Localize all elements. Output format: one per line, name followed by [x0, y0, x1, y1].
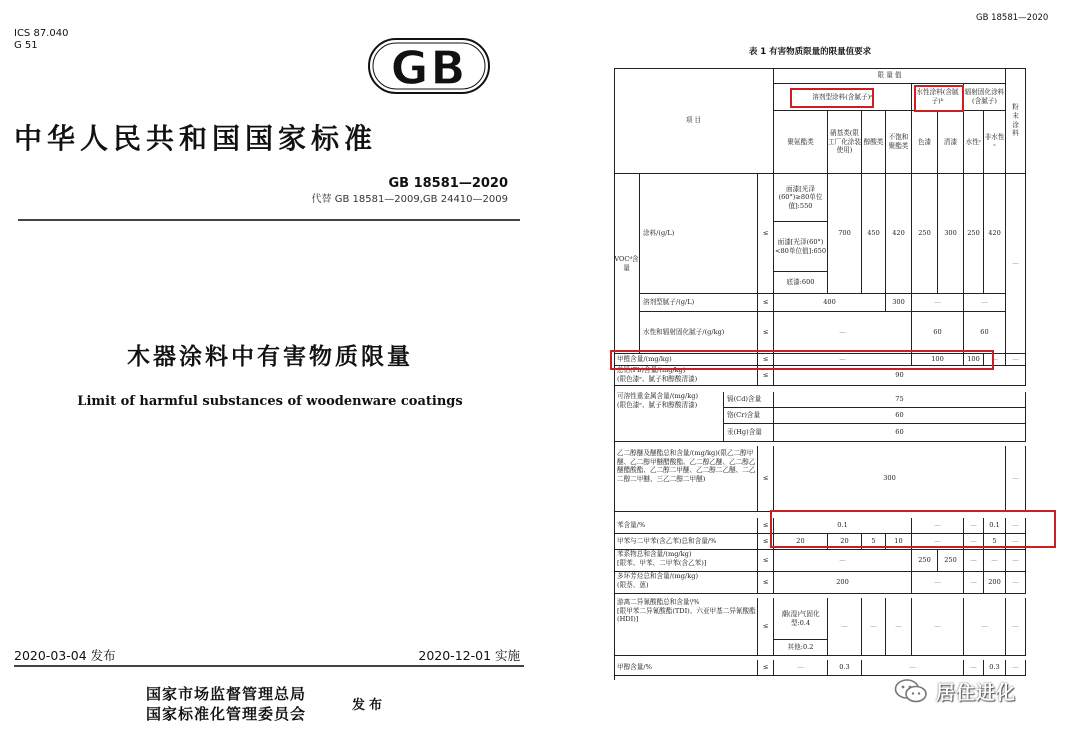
- gb-logo-text: GB: [390, 41, 468, 95]
- lte-symbol: ≤: [758, 572, 774, 594]
- benzenes-label: [614, 550, 758, 572]
- formaldehyde-label: 甲醛含量/(mg/kg): [614, 354, 758, 366]
- national-standard-title: 中华人民共和国国家标准: [14, 122, 378, 155]
- benzene-powder: —: [1006, 518, 1026, 534]
- cr-label: 铬(Cr)含量: [724, 408, 774, 424]
- heavy-metal-line2: (限色漆ᵉ、腻子和醇酸清漆): [617, 400, 698, 409]
- solvent-putty-label: 溶剂型腻子/(g/L): [640, 294, 758, 312]
- voc-acid: 450: [862, 174, 886, 294]
- cr-val: 60: [774, 408, 1026, 424]
- formaldehyde-solvent: —: [774, 354, 912, 366]
- pah-water: —: [912, 572, 964, 594]
- benzene-label: 苯含量/%: [614, 518, 758, 534]
- pah-rad-water: —: [964, 572, 984, 594]
- header-acid: 醇酸类: [862, 111, 886, 174]
- diiso-other: 其他:0.2: [774, 640, 828, 656]
- water-putty-solvent: —: [774, 312, 912, 354]
- standard-title-en: Limit of harmful substances of woodenware coatings: [77, 394, 463, 409]
- header-nonwater: 非水性ᶜ: [984, 111, 1006, 174]
- header-water-based: 水性ᶜ: [964, 111, 984, 174]
- diiso-line1: 游离二异氰酸酯总和含量ᶠ/%: [617, 598, 700, 606]
- issuer-line-2: 国家标准化管理委员会: [146, 705, 307, 723]
- header-limit: 限 量 值: [774, 68, 1006, 84]
- toluene-label: 甲苯与二甲苯(含乙苯)总和含量/%: [614, 534, 758, 550]
- header-powder: 粉末涂料: [1006, 68, 1026, 174]
- voc-powder: —: [1006, 174, 1026, 354]
- methanol-nc: 0.3: [828, 660, 862, 676]
- solvent-putty-rad: —: [964, 294, 1006, 312]
- benzenes-powder: —: [1006, 550, 1026, 572]
- pah-line1: 多环芳烃总和含量/(mg/kg): [617, 572, 699, 580]
- watermark: [894, 675, 1016, 707]
- methanol-powder: —: [1006, 660, 1026, 676]
- lte-symbol: ≤: [758, 312, 774, 354]
- table-title: 表 1 有害物质限量的限量值要求: [748, 47, 872, 57]
- toluene-acid: 5: [862, 534, 886, 550]
- wechat-icon: [894, 678, 928, 704]
- solvent-putty-val1: 400: [774, 294, 886, 312]
- header-color: 色漆: [912, 111, 938, 174]
- water-putty-val1: 60: [912, 312, 964, 354]
- header-radiation: 辐射固化涂料(含腻子): [964, 84, 1006, 111]
- voc-color: 250: [912, 174, 938, 294]
- lte-symbol: ≤: [758, 518, 774, 534]
- header-unsat: 不饱和聚酯类: [886, 111, 912, 174]
- toluene-pu: 20: [774, 534, 828, 550]
- glycol-powder: —: [1006, 446, 1026, 512]
- standard-number: GB 18581—2020: [388, 176, 508, 191]
- diiso-label: [614, 598, 758, 656]
- toluene-unsat: 10: [886, 534, 912, 550]
- benzene-water: —: [912, 518, 964, 534]
- issue-word: 发布: [352, 698, 387, 713]
- benzenes-color: 250: [912, 550, 938, 572]
- voc-label: VOCᵈ含量: [614, 174, 640, 354]
- toluene-rad-water: —: [964, 534, 984, 550]
- diiso-unsat: —: [886, 598, 912, 656]
- methanol-mid: —: [862, 660, 964, 676]
- page-header-number: GB 18581—2020: [976, 13, 1049, 23]
- lead-val: 90: [774, 366, 1026, 386]
- methanol-label: 甲醇含量/%: [614, 660, 758, 676]
- topcoat-high-gloss: 面漆[光泽(60°)≥80单位值]:550: [774, 174, 828, 222]
- diiso-moisture-cure: 潮(湿)气固化型:0.4: [774, 598, 828, 640]
- voc-unsat: 420: [886, 174, 912, 294]
- pah-powder: —: [1006, 572, 1026, 594]
- lead-label: [614, 366, 758, 386]
- glycol-label: 乙二醇醚及醚酯总和含量/(mg/kg)(限乙二醇甲醚、乙二醇甲醚醋酸酯、乙二醇乙醚、乙二醇乙醚醋酸酯、乙二醇二甲醚、乙二醇二乙醚、二乙二醇二甲醚、三乙二醇二甲醚): [614, 446, 758, 512]
- benzenes-rad-nonwater: —: [984, 550, 1006, 572]
- header-pu: 聚氨酯类: [774, 111, 828, 174]
- voc-nc: 700: [828, 174, 862, 294]
- diiso-powder: —: [1006, 598, 1026, 656]
- voc-rad-nonwater: 420: [984, 174, 1006, 294]
- cd-label: 镉(Cd)含量: [724, 392, 774, 408]
- water-putty-label: 水性和辐射固化腻子/(g/kg): [640, 312, 758, 354]
- benzene-rad-water: —: [964, 518, 984, 534]
- lead-label-line1: 总铅(Pb)含量/(mg/kg): [617, 366, 686, 374]
- diiso-line2: [限甲苯二异氰酸酯(TDI)、六亚甲基二异氰酸酯(HDI)]: [617, 606, 756, 624]
- diiso-acid: —: [862, 598, 886, 656]
- pah-line2: (限萘、蒽): [617, 580, 649, 589]
- diiso-nc: —: [828, 598, 862, 656]
- formaldehyde-powder: —: [1006, 354, 1026, 366]
- pah-rad-nonwater: 200: [984, 572, 1006, 594]
- header-clear: 清漆: [938, 111, 964, 174]
- divider: [14, 665, 524, 667]
- header-item: 项 目: [614, 68, 774, 174]
- formaldehyde-val2: 100: [964, 354, 984, 366]
- diiso-water: —: [912, 598, 964, 656]
- toluene-powder: —: [1006, 534, 1026, 550]
- pah-solvent: 200: [774, 572, 912, 594]
- header-water: 水性涂料(含腻子)ᵇ: [912, 84, 964, 111]
- lte-symbol: ≤: [758, 550, 774, 572]
- primer: 底漆:600: [774, 272, 828, 294]
- standard-title-cn: 木器涂料中有害物质限量: [127, 344, 413, 370]
- benzenes-clear: 250: [938, 550, 964, 572]
- formaldehyde-val1: 100: [912, 354, 964, 366]
- gb-logo: [368, 36, 490, 96]
- issuer-line-1: 国家市场监督管理总局: [146, 685, 307, 703]
- lead-label-line2: (限色漆ᵉ、腻子和醇酸清漆): [617, 374, 698, 383]
- benzenes-solvent: —: [774, 550, 912, 572]
- methanol-pu: —: [774, 660, 828, 676]
- formaldehyde-nonwater: —: [984, 354, 1006, 366]
- glycol-val: 300: [774, 446, 1006, 512]
- table-page: [540, 0, 1080, 740]
- toluene-nc: 20: [828, 534, 862, 550]
- water-putty-val2: 60: [964, 312, 1006, 354]
- diiso-rad: —: [964, 598, 1006, 656]
- heavy-metal-line1: 可溶性重金属含量/(mg/kg): [617, 392, 699, 400]
- coating-gl-label: 涂料/(g/L): [640, 174, 758, 294]
- lte-symbol: ≤: [758, 534, 774, 550]
- lte-symbol: ≤: [758, 660, 774, 676]
- publish-date: 2020-03-04 发布: [14, 648, 116, 663]
- topcoat-low-gloss: 面漆[光泽(60°)<80单位值]:650: [774, 222, 828, 272]
- pah-label: [614, 572, 758, 594]
- lte-symbol: ≤: [758, 354, 774, 366]
- implement-date: 2020-12-01 实施: [418, 648, 520, 663]
- lte-symbol: ≤: [758, 174, 774, 294]
- methanol-rad-water: —: [964, 660, 984, 676]
- cd-val: 75: [774, 392, 1026, 408]
- hg-val: 60: [774, 424, 1026, 442]
- limits-table: [614, 68, 1026, 680]
- ics-code: ICS 87.040: [14, 28, 69, 39]
- methanol-rad-nonwater: 0.3: [984, 660, 1006, 676]
- voc-rad-water: 250: [964, 174, 984, 294]
- solvent-putty-water: —: [912, 294, 964, 312]
- replaces-note: 代替 GB 18581—2009,GB 24410—2009: [311, 194, 508, 205]
- heavy-metal-label: [614, 392, 724, 442]
- benzenes-line1: 苯系物总和含量/(mg/kg): [617, 550, 692, 558]
- watermark-text: 居住进化: [936, 681, 1017, 704]
- ccs-code: G 51: [14, 40, 38, 51]
- benzene-solvent: 0.1: [774, 518, 912, 534]
- voc-clear: 300: [938, 174, 964, 294]
- lte-symbol: ≤: [758, 598, 774, 656]
- lte-symbol: ≤: [758, 446, 774, 512]
- benzenes-line2: [限苯、甲苯、二甲苯(含乙苯)]: [617, 558, 707, 567]
- benzene-rad-nonwater: 0.1: [984, 518, 1006, 534]
- lte-symbol: ≤: [758, 294, 774, 312]
- lte-symbol: ≤: [758, 366, 774, 386]
- toluene-water: —: [912, 534, 964, 550]
- toluene-rad-nonwater: 5: [984, 534, 1006, 550]
- solvent-putty-val2: 300: [886, 294, 912, 312]
- header-solvent: 溶剂型涂料(含腻子)ᵃ: [774, 84, 912, 111]
- divider: [18, 219, 520, 221]
- classification-codes: [14, 28, 68, 52]
- hg-label: 汞(Hg)含量: [724, 424, 774, 442]
- benzenes-rad-water: —: [964, 550, 984, 572]
- header-nc: 硝基类(限工厂化涂装使用): [828, 111, 862, 174]
